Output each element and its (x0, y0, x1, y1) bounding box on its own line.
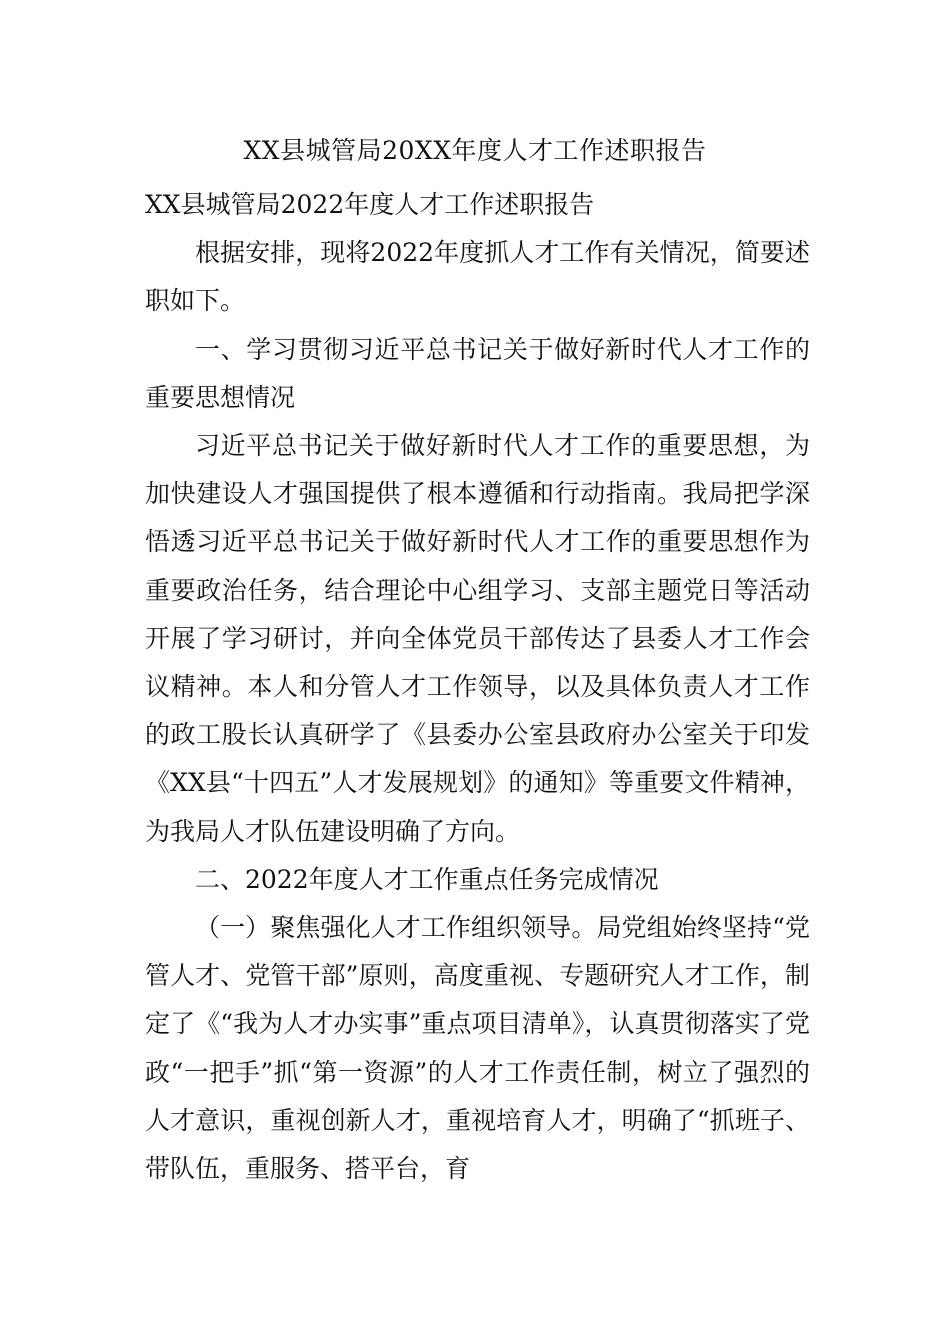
document-body (145, 181, 810, 1193)
document-title: XX县城管局20XX年度人才工作述职报告 (243, 136, 707, 165)
body-paragraph: 习近平总书记关于做好新时代人才工作的重要思想，为加快建设人才强国提供了根本遵循和行动指南。我局把学深悟透习近平总书记关于做好新时代人才工作的重要思想作为重要政治任务，结合理论中心组学习、支部主题党日等活动开展了学习研讨，并向全体党员干部传达了县委人才工作会议精神。本人和分管人才工作领导，以及具体负责人才工作的政工股长认真研学了《县委办公室县政府办公室关于印发《XX县“十四五”人才发展规划》的通知》等重要文件精神，为我局人才队伍建设明确了方向。 (145, 431, 810, 846)
section-heading-1: 一、学习贯彻习近平总书记关于做好新时代人才工作的重要思想情况 (145, 334, 810, 412)
section-heading-2: 二、2022年度人才工作重点任务完成情况 (195, 864, 659, 894)
body-paragraph: （一）聚焦强化人才工作组织领导。局党组始终坚持“党管人才、党管干部”原则，高度重视、专题研究人才工作，制定了《“我为人才办实事”重点项目清单》，认真贯彻落实了党政“一把手”抓“第一资源”的人才工作责任制，树立了强烈的人才意识，重视创新人才，重视培育人才，明确了“抓班子、带队伍，重服务、搭平台，育 (145, 913, 810, 1184)
intro-paragraph: 根据安排，现将2022年度抓人才工作有关情况，简要述职如下。 (145, 238, 810, 316)
report-subtitle: XX县城管局2022年度人才工作述职报告 (145, 190, 595, 219)
